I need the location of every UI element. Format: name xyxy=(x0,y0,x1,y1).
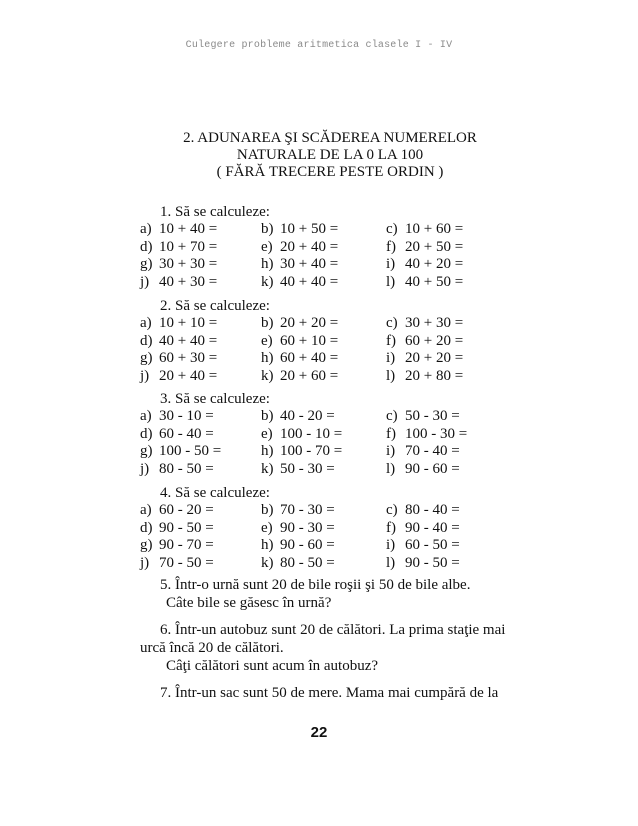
chapter-title-line-2: NATURALE DE LA 0 LA 100 xyxy=(236,147,424,163)
item-label: g) xyxy=(140,256,153,272)
exercise-item xyxy=(140,239,217,257)
exercise-row xyxy=(140,461,540,479)
item-label: l) xyxy=(386,367,396,384)
exercise-row xyxy=(140,537,540,555)
item-expression: 30 + 30 = xyxy=(405,315,464,331)
exercise-1 xyxy=(140,203,540,291)
problem-6 xyxy=(140,621,530,675)
exercise-row xyxy=(140,221,540,239)
item-label: j) xyxy=(140,367,150,384)
exercise-item xyxy=(261,537,335,555)
chapter-title xyxy=(140,130,520,181)
exercise-heading: 1. Să se calculeze: xyxy=(160,204,270,220)
item-expression: 40 + 50 = xyxy=(405,273,464,290)
item-label: h) xyxy=(261,350,274,366)
exercise-row xyxy=(140,350,540,368)
item-label: f) xyxy=(386,238,396,255)
item-label: h) xyxy=(261,256,274,272)
exercise-item xyxy=(261,368,338,386)
item-label: f) xyxy=(386,425,396,442)
item-label: j) xyxy=(140,460,150,477)
exercise-item xyxy=(261,333,338,351)
item-label: a) xyxy=(140,408,152,424)
exercise-item xyxy=(386,333,463,351)
exercise-4 xyxy=(140,484,540,572)
item-expression: 70 - 40 = xyxy=(405,443,460,459)
exercise-item xyxy=(386,256,463,274)
item-expression: 20 + 80 = xyxy=(405,367,464,384)
item-expression: 90 - 60 = xyxy=(405,460,460,477)
problem-7-line-1: 7. Într-un sac sunt 50 de mere. Mama mai cumpără de la xyxy=(160,685,499,701)
item-expression: 100 - 70 = xyxy=(280,443,343,459)
exercise-row xyxy=(140,256,540,274)
item-label: f) xyxy=(386,332,396,349)
exercise-item xyxy=(261,555,335,573)
exercise-item xyxy=(261,443,342,461)
exercise-item xyxy=(386,537,460,555)
chapter-title-line-3: ( FĂRĂ TRECERE PESTE ORDIN ) xyxy=(216,164,444,180)
exercise-item xyxy=(386,461,460,479)
item-expression: 20 + 40 = xyxy=(159,367,218,384)
item-expression: 90 - 70 = xyxy=(159,537,214,553)
exercise-item xyxy=(261,461,335,479)
exercise-item xyxy=(386,350,463,368)
exercise-row xyxy=(140,333,540,351)
page-number: 22 xyxy=(310,724,328,741)
exercise-item xyxy=(140,426,214,444)
exercise-item xyxy=(140,350,217,368)
item-label: e) xyxy=(261,238,273,255)
exercise-row xyxy=(140,408,540,426)
exercise-item xyxy=(140,333,217,351)
exercise-row xyxy=(140,443,540,461)
exercise-2 xyxy=(140,297,540,385)
page-header: Culegere probleme aritmetica clasele I - IV xyxy=(185,40,453,51)
item-label: a) xyxy=(140,221,152,237)
item-label: l) xyxy=(386,460,396,477)
item-label: d) xyxy=(140,238,153,255)
exercise-item xyxy=(386,408,460,426)
item-expression: 60 + 10 = xyxy=(280,332,339,349)
item-label: i) xyxy=(386,350,396,366)
exercise-item xyxy=(140,502,214,520)
exercise-item xyxy=(261,221,338,239)
item-expression: 10 + 10 = xyxy=(159,315,218,331)
exercise-item xyxy=(140,368,217,386)
item-label: j) xyxy=(140,554,150,571)
item-expression: 30 + 30 = xyxy=(159,256,218,272)
item-expression: 90 - 40 = xyxy=(405,519,460,536)
item-expression: 70 - 50 = xyxy=(159,554,214,571)
exercise-item xyxy=(140,315,217,333)
item-label: c) xyxy=(386,315,398,331)
item-label: e) xyxy=(261,332,273,349)
exercise-row xyxy=(140,426,540,444)
exercise-item xyxy=(140,443,221,461)
item-label: i) xyxy=(386,537,396,553)
item-label: d) xyxy=(140,332,153,349)
item-expression: 60 + 40 = xyxy=(280,350,339,366)
exercise-item xyxy=(140,221,217,239)
item-expression: 40 + 20 = xyxy=(405,256,464,272)
item-label: c) xyxy=(386,221,398,237)
exercise-item xyxy=(386,368,463,386)
exercise-row xyxy=(140,274,540,292)
item-label: k) xyxy=(261,460,274,477)
item-expression: 20 + 50 = xyxy=(405,238,464,255)
item-label: k) xyxy=(261,554,274,571)
item-expression: 90 - 50 = xyxy=(405,554,460,571)
item-expression: 100 - 50 = xyxy=(159,443,222,459)
item-label: k) xyxy=(261,367,274,384)
item-label: b) xyxy=(261,502,274,518)
item-expression: 40 + 40 = xyxy=(280,273,339,290)
exercise-item xyxy=(386,502,460,520)
exercise-item xyxy=(261,408,335,426)
item-expression: 60 + 30 = xyxy=(159,350,218,366)
item-label: g) xyxy=(140,537,153,553)
exercise-row xyxy=(140,555,540,573)
exercise-heading: 3. Să se calculeze: xyxy=(160,391,270,407)
item-label: a) xyxy=(140,315,152,331)
item-expression: 60 - 40 = xyxy=(159,425,214,442)
item-label: g) xyxy=(140,443,153,459)
item-expression: 90 - 60 = xyxy=(280,537,335,553)
item-expression: 50 - 30 = xyxy=(280,460,335,477)
item-expression: 80 - 50 = xyxy=(159,460,214,477)
problem-6-line-1: 6. Într-un autobuz sunt 20 de călători. La prima staţie mai xyxy=(160,622,506,638)
item-label: i) xyxy=(386,256,396,272)
item-expression: 60 + 20 = xyxy=(405,332,464,349)
item-expression: 100 - 30 = xyxy=(405,425,468,442)
item-expression: 60 - 20 = xyxy=(159,502,214,518)
exercise-heading: 4. Să se calculeze: xyxy=(160,485,270,501)
item-expression: 20 + 20 = xyxy=(405,350,464,366)
exercise-row xyxy=(140,368,540,386)
item-expression: 10 + 70 = xyxy=(159,238,218,255)
exercise-item xyxy=(386,426,467,444)
item-expression: 40 + 30 = xyxy=(159,273,218,290)
item-label: b) xyxy=(261,221,274,237)
item-label: d) xyxy=(140,519,153,536)
item-label: h) xyxy=(261,443,274,459)
problem-5 xyxy=(140,576,530,612)
item-expression: 30 + 40 = xyxy=(280,256,339,272)
item-label: l) xyxy=(386,273,396,290)
exercise-row xyxy=(140,502,540,520)
item-expression: 80 - 40 = xyxy=(405,502,460,518)
exercise-3 xyxy=(140,390,540,478)
exercise-item xyxy=(140,256,217,274)
exercise-heading: 2. Să se calculeze: xyxy=(160,298,270,314)
exercise-item xyxy=(261,256,338,274)
item-label: l) xyxy=(386,554,396,571)
item-expression: 10 + 40 = xyxy=(159,221,218,237)
item-expression: 40 + 40 = xyxy=(159,332,218,349)
item-label: g) xyxy=(140,350,153,366)
item-expression: 20 + 60 = xyxy=(280,367,339,384)
exercise-item xyxy=(140,461,214,479)
exercise-item xyxy=(386,443,460,461)
item-expression: 20 + 40 = xyxy=(280,238,339,255)
item-label: h) xyxy=(261,537,274,553)
exercise-item xyxy=(140,274,217,292)
item-expression: 30 - 10 = xyxy=(159,408,214,424)
exercise-row xyxy=(140,239,540,257)
exercise-item xyxy=(261,350,338,368)
exercise-item xyxy=(261,315,338,333)
item-label: c) xyxy=(386,408,398,424)
exercise-item xyxy=(261,502,335,520)
item-label: e) xyxy=(261,425,273,442)
problem-6-line-2: urcă încă 20 de călători. xyxy=(140,640,284,656)
item-expression: 40 - 20 = xyxy=(280,408,335,424)
item-expression: 90 - 30 = xyxy=(280,519,335,536)
exercise-item xyxy=(386,239,463,257)
item-expression: 90 - 50 = xyxy=(159,519,214,536)
exercise-item xyxy=(140,408,214,426)
exercise-item xyxy=(261,426,342,444)
item-label: k) xyxy=(261,273,274,290)
item-label: b) xyxy=(261,408,274,424)
exercise-item xyxy=(261,520,335,538)
problem-7 xyxy=(140,684,530,702)
exercise-item xyxy=(386,274,463,292)
exercise-item xyxy=(386,555,460,573)
item-label: j) xyxy=(140,273,150,290)
item-expression: 80 - 50 = xyxy=(280,554,335,571)
item-label: i) xyxy=(386,443,396,459)
exercise-row xyxy=(140,520,540,538)
exercise-item xyxy=(386,221,463,239)
item-label: f) xyxy=(386,519,396,536)
chapter-title-line-1: 2. ADUNAREA ŞI SCĂDEREA NUMERELOR xyxy=(183,130,477,146)
exercise-item xyxy=(386,520,460,538)
exercise-item xyxy=(140,520,214,538)
item-expression: 70 - 30 = xyxy=(280,502,335,518)
item-expression: 100 - 10 = xyxy=(280,425,343,442)
exercise-item xyxy=(140,555,214,573)
item-expression: 10 + 50 = xyxy=(280,221,339,237)
exercise-item xyxy=(140,537,214,555)
exercise-row xyxy=(140,315,540,333)
exercise-item xyxy=(386,315,463,333)
item-label: b) xyxy=(261,315,274,331)
item-label: d) xyxy=(140,425,153,442)
problem-5-line-1: 5. Într-o urnă sunt 20 de bile roşii şi 50 de bile albe. xyxy=(160,577,471,593)
exercise-item xyxy=(261,239,338,257)
item-label: c) xyxy=(386,502,398,518)
item-label: a) xyxy=(140,502,152,518)
item-expression: 50 - 30 = xyxy=(405,408,460,424)
item-label: e) xyxy=(261,519,273,536)
problem-6-line-3: Câţi călători sunt acum în autobuz? xyxy=(166,658,379,674)
item-expression: 60 - 50 = xyxy=(405,537,460,553)
problem-5-line-2: Câte bile se găsesc în urnă? xyxy=(166,595,332,611)
item-expression: 10 + 60 = xyxy=(405,221,464,237)
item-expression: 20 + 20 = xyxy=(280,315,339,331)
exercise-item xyxy=(261,274,338,292)
